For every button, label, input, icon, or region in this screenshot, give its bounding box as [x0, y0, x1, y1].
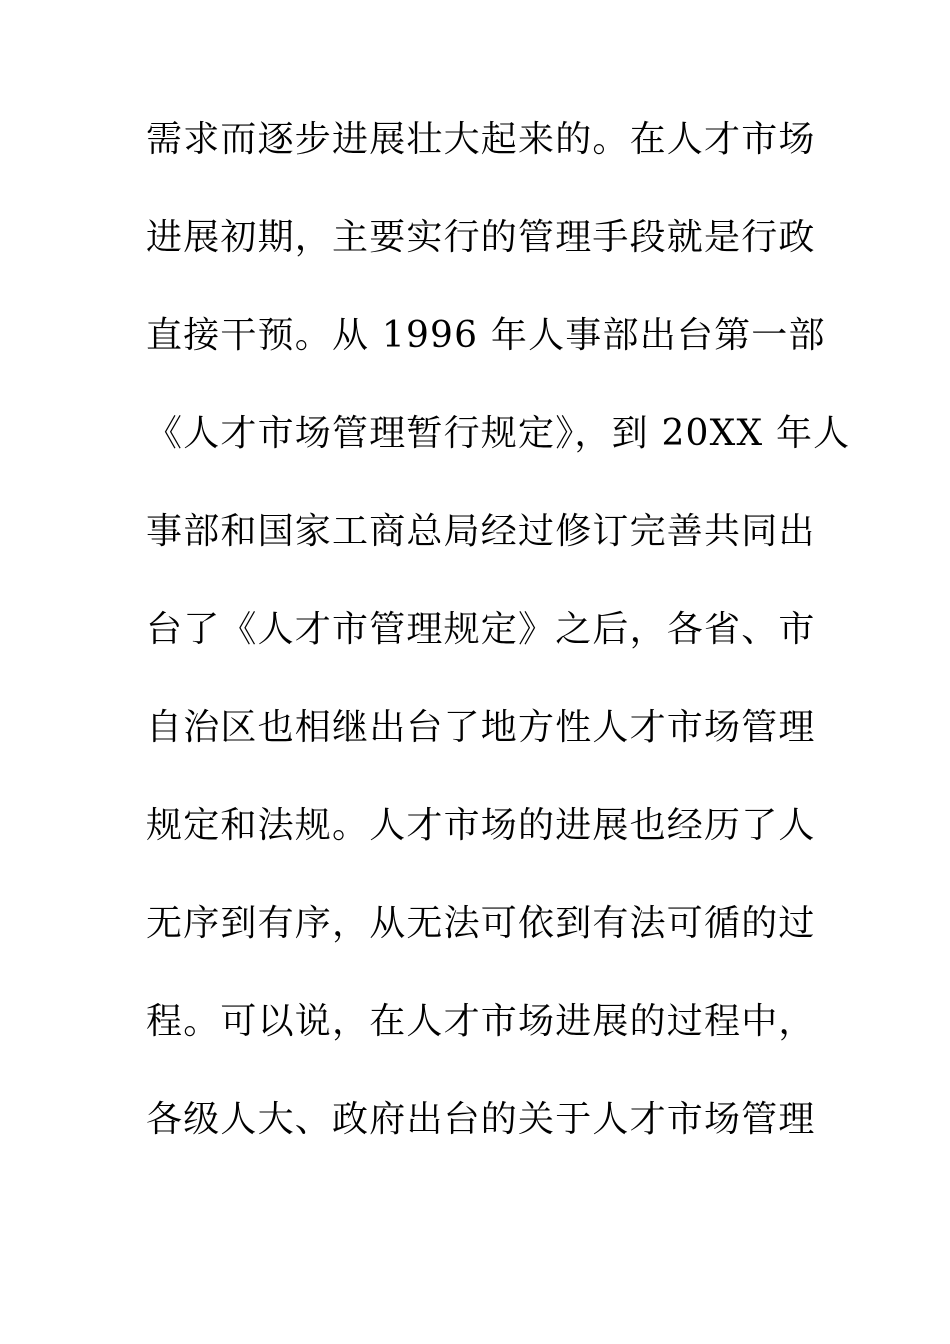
text-line: 自治区也相继出台了地方性人才市场管理 [146, 707, 816, 748]
text-line: 直接干预。从 1996 年人事部出台第一部 [146, 315, 826, 356]
text-line: 《人才市场管理暂行规定》，到 20XX 年人 [146, 413, 851, 454]
text-line: 台了《人才市管理规定》之后，各省、市 [146, 609, 816, 650]
text-line: 进展初期，主要实行的管理手段就是行政 [146, 217, 816, 258]
body-paragraph [146, 119, 851, 1200]
text-line: 各级人大、政府出台的关于人才市场管理 [146, 1099, 816, 1140]
text-line: 事部和国家工商总局经过修订完善共同出 [146, 511, 816, 552]
text-line: 程。可以说，在人才市场进展的过程中， [146, 1001, 816, 1042]
text-line: 无序到有序，从无法可依到有法可循的过 [146, 903, 816, 944]
text-line: 规定和法规。人才市场的进展也经历了人 [146, 805, 816, 846]
text-line: 需求而逐步进展壮大起来的。在人才市场 [146, 119, 816, 160]
